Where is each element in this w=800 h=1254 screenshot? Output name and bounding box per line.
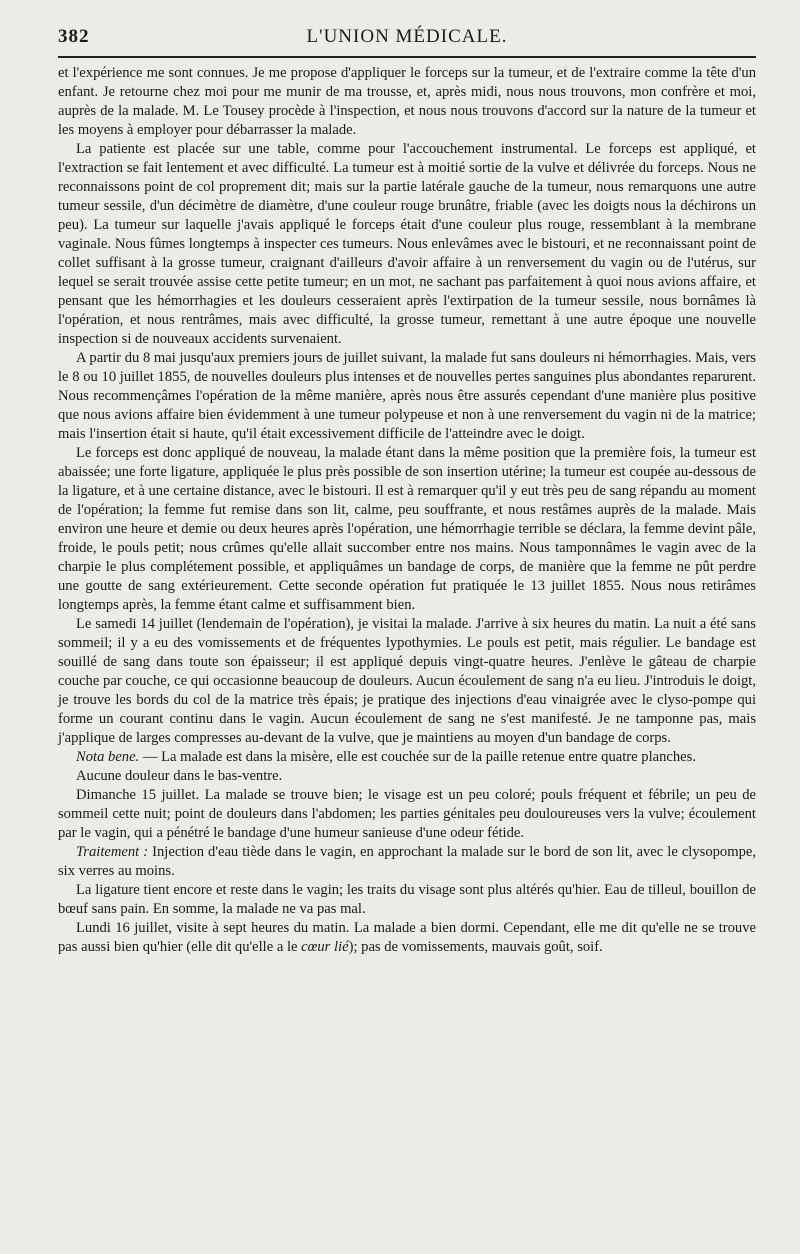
paragraph	[58, 919, 756, 957]
page-number: 382	[58, 26, 90, 47]
traitement-label: Traitement :	[76, 844, 149, 860]
traitement-text: Injection d'eau tiède dans le vagin, en approchant la malade sur le bord de son lit, avec le clysopompe, six verres au moins.	[58, 844, 756, 879]
journal-title: L'UNION MÉDICALE.	[306, 26, 508, 47]
paragraph: La ligature tient encore et reste dans le vagin; les traits du visage sont plus altérés qu'hier. Eau de tilleul, bouillon de bœuf sans pain. En somme, la malade ne va pas mal.	[58, 882, 756, 917]
running-header	[58, 22, 756, 52]
nota-bene-label: Nota bene.	[76, 749, 140, 765]
italic-phrase: cœur lié	[301, 939, 349, 955]
paragraph: Le forceps est donc appliqué de nouveau, la malade étant dans la même position que la première fois, la tumeur est abaissée; une forte ligature, appliquée le plus près possible de son insertion utérine; la tumeur est coupée au-dessous de la ligature, et à une certaine distance, avec le bistouri. Il est à remarquer qu'il y eut très peu de sang répandu au moment de l'opération; la femme fut remise dans son lit, calme, peu souffrante, et nous restâmes auprès de la malade. Mais environ une heure et demie ou deux heures après l'opération, une hémorrhagie terrible se déclara, la femme devint pâle, froide, le pouls petit; nous crûmes qu'elle allait succomber entre nos mains. Nous tamponnâmes le vagin avec de la charpie le plus complétement possible, et appliquâmes un bandage de corps, de manière que la femme ne pût perdre une goutte de sang extérieurement. Cette seconde opération fut pratiquée le 13 juillet 1855. Nous nous retirâmes longtemps après, la femme étant calme et suffisamment bien.	[58, 445, 756, 613]
paragraph: La patiente est placée sur une table, comme pour l'accouchement instrumental. Le forceps est appliqué, et l'extraction se fait lentement et avec difficulté. La tumeur est à moitié sortie de la vulve et délivrée du forceps. Nous ne reconnaissons point de col proprement dit; mais sur la partie latérale gauche de la tumeur, nous remarquons une autre tumeur sessile, d'un décimètre de diamètre, d'une couleur rouge brunâtre, friable (avec les doigts nous la déchirons un peu). La tumeur sur laquelle j'avais appliqué le forceps était d'une couleur plus rouge, ressemblant à la membrane vaginale. Nous fûmes longtemps à inspecter ces tumeurs. Nous enlevâmes avec le bistouri, et ne reconnaissant point de collet suffisant à la grosse tumeur, craignant d'ailleurs d'avoir affaire à un renversement du vagin ou de l'utérus, sur lequel se serait trouvée assise cette petite tumeur; en un mot, ne sachant pas parfaitement à quoi nous avions affaire, et pensant que les hémorrhagies et les douleurs cesseraient après l'extirpation de la tumeur sessile, nous bornâmes là l'opération, et nous rentrâmes, mais avec difficulté, la grosse tumeur, remettant à une autre époque une nouvelle inspection si de nouveaux accidents survenaient.	[58, 141, 756, 347]
body-text	[58, 64, 756, 957]
paragraph-text: Lundi 16 juillet, visite à sept heures du matin. La malade a bien dormi. Cependant, elle me dit qu'elle ne se trouve pas aussi bien qu'hier (elle dit qu'elle a le	[58, 920, 756, 955]
paragraph: Dimanche 15 juillet. La malade se trouve bien; le visage est un peu coloré; pouls fréquent et fébrile; un peu de sommeil cette nuit; point de douleurs dans l'abdomen; les parties génitales peu douloureuses vers la vulve; écoulement par le vagin, qui a pénétré le bandage d'une humeur sanieuse d'une odeur fétide.	[58, 787, 756, 841]
header-rule	[58, 56, 756, 58]
traitement-paragraph	[58, 843, 756, 881]
paragraph: Le samedi 14 juillet (lendemain de l'opération), je visitai la malade. J'arrive à six heures du matin. La nuit a été sans sommeil; il y a eu des vomissements et de fréquentes lypothymies. Le pouls est petit, mais régulier. Le bandage est souillé de sang dans toute son épaisseur; il est appliqué depuis vingt-quatre heures. J'enlève le gâteau de charpie couche par couche, ce qui occasionne beaucoup de douleurs. Aucun écoulement de sang n'a eu lieu. J'introduis le doigt, je trouve les bords du col de la matrice très épais; je pratique des injections d'eau vinaigrée avec le clyso-pompe qui forme un courant continu dans le vagin. Aucun écoulement de sang ne s'est manifesté. Je ne tamponne pas, mais j'applique de larges compresses au-devant de la vulve, que je maintiens au moyen d'un bandage de corps.	[58, 616, 756, 746]
paragraph: Aucune douleur dans le bas-ventre.	[76, 768, 283, 784]
nota-bene-text: — La malade est dans la misère, elle est couchée sur de la paille retenue entre quatre planches.	[139, 749, 696, 765]
paragraph: et l'expérience me sont connues. Je me propose d'appliquer le forceps sur la tumeur, et de l'extraire comme la tête d'un enfant. Je retourne chez moi pour me munir de ma trousse, et, après midi, nous nous trouvons, mon confrère et moi, auprès de la malade. M. Le Tousey procède à l'inspection, et nous nous trouvons d'accord sur la nature de la tumeur et les moyens à employer pour débarrasser la malade.	[58, 65, 756, 138]
paragraph-tail: ); pas de vomissements, mauvais goût, soif.	[348, 939, 603, 955]
nota-bene-paragraph	[58, 748, 756, 767]
paragraph: A partir du 8 mai jusqu'aux premiers jours de juillet suivant, la malade fut sans douleurs ni hémorrhagies. Mais, vers le 8 ou 10 juillet 1855, de nouvelles douleurs plus intenses et de nouvelles pertes sanguines plus abondantes reparurent. Nous recommençâmes l'opération de la même manière, après nous être assurés cependant d'une manière plus positive que nous avions affaire bien évidemment à une tumeur polypeuse et non à une renversement du vagin ni de la matrice; mais l'insertion était si haute, qu'il était excessivement difficile de l'atteindre avec le doigt.	[58, 350, 756, 442]
